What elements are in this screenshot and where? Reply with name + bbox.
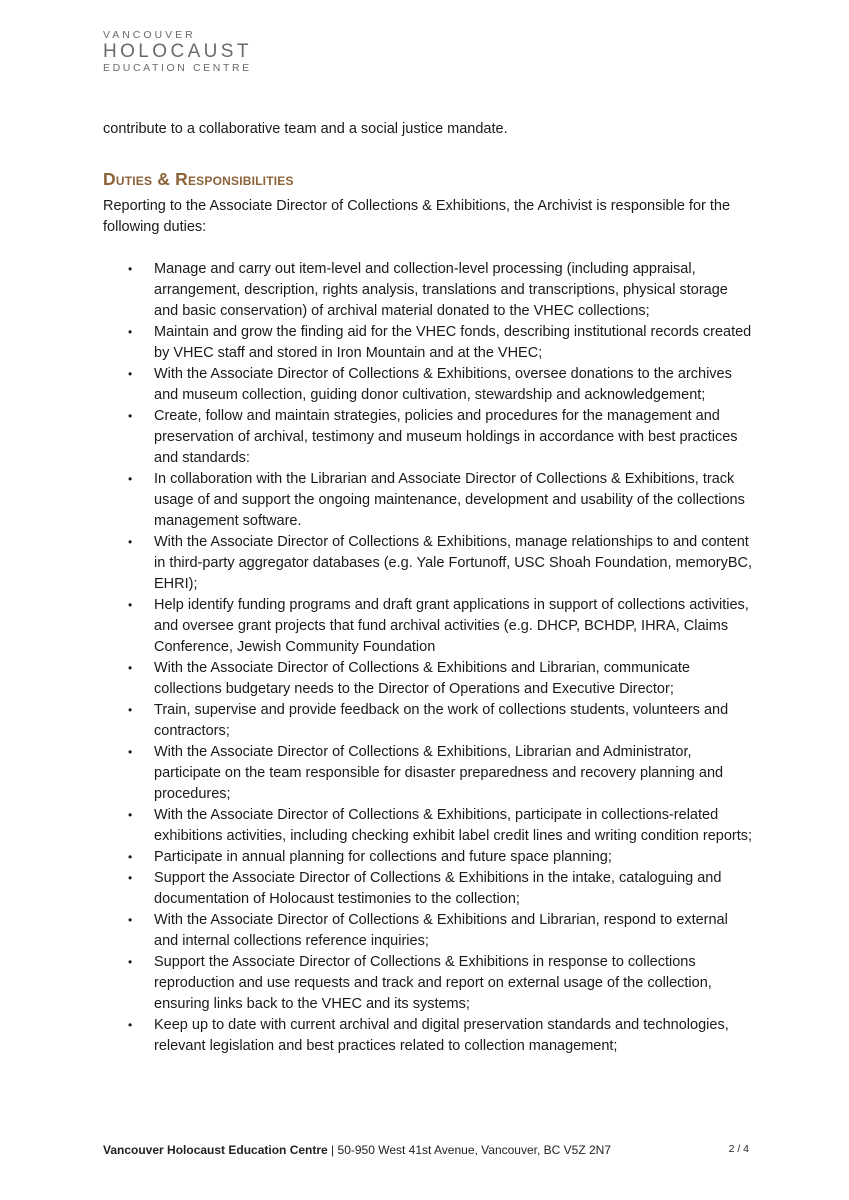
- list-item: [103, 364, 753, 406]
- bullet-icon: •: [128, 472, 133, 486]
- bullet-icon: •: [128, 1018, 133, 1032]
- list-item: [103, 952, 753, 1015]
- list-item: [103, 406, 753, 469]
- duty-text: Manage and carry out item-level and collection-level processing (including appraisal, arrangement, description, rights analysis, translations and transcriptions, physical storage and basic conservation) of archival material donated to the VHEC collections;: [154, 261, 728, 319]
- bullet-icon: •: [128, 808, 133, 822]
- bullet-icon: •: [128, 661, 133, 675]
- duty-text: Create, follow and maintain strategies, policies and procedures for the management and preservation of archival, testimony and museum holdings in accordance with best practices and standards:: [154, 408, 738, 466]
- footer-address: 50-950 West 41st Avenue, Vancouver, BC V5Z 2N7: [337, 1143, 612, 1157]
- list-item: [103, 532, 753, 595]
- list-item: [103, 322, 753, 364]
- list-item: [103, 658, 753, 700]
- intro-text: contribute to a collaborative team and a social justice mandate.: [103, 121, 508, 137]
- list-item: [103, 700, 753, 742]
- list-item: [103, 1015, 753, 1057]
- list-item: [103, 805, 753, 847]
- duty-text: With the Associate Director of Collections & Exhibitions and Librarian, communicate collections budgetary needs to the Director of Operations and Executive Director;: [154, 660, 690, 697]
- duty-text: Participate in annual planning for collections and future space planning;: [154, 849, 612, 865]
- bullet-icon: •: [128, 850, 133, 864]
- list-item: [103, 868, 753, 910]
- footer-separator: |: [327, 1143, 338, 1157]
- list-item: [103, 847, 753, 868]
- duties-list: [103, 259, 753, 1057]
- duty-text: Support the Associate Director of Collections & Exhibitions in the intake, cataloguing and documentation of Holocaust testimonies to the collection;: [154, 870, 722, 907]
- duty-text: With the Associate Director of Collections & Exhibitions and Librarian, respond to external and internal collections reference inquiries;: [154, 912, 728, 949]
- duty-text: With the Associate Director of Collections & Exhibitions, manage relationships to and content in third-party aggregator databases (e.g. Yale Fortunoff, USC Shoah Foundation, memoryBC, EHRI);: [154, 534, 753, 592]
- bullet-icon: •: [128, 598, 133, 612]
- logo-line-3: EDUCATION CENTRE: [103, 61, 252, 74]
- duty-text: Support the Associate Director of Collections & Exhibitions in response to collections reproduction and use requests and track and report on external usage of the collection, ensuring links back to the VHEC and its systems;: [154, 954, 712, 1012]
- list-item: [103, 595, 753, 658]
- bullet-icon: •: [128, 745, 133, 759]
- list-item: [103, 469, 753, 532]
- duty-text: Train, supervise and provide feedback on the work of collections students, volunteers and contractors;: [154, 702, 729, 739]
- bullet-icon: •: [128, 367, 133, 381]
- page-number: 2 / 4: [728, 1143, 749, 1155]
- bullet-icon: •: [128, 955, 133, 969]
- duty-text: Maintain and grow the finding aid for the VHEC fonds, describing institutional records created by VHEC staff and stored in Iron Mountain and at the VHEC;: [154, 324, 752, 361]
- duty-text: In collaboration with the Librarian and Associate Director of Collections & Exhibitions, track usage of and support the ongoing maintenance, development and usability of the collections management software.: [154, 471, 745, 529]
- bullet-icon: •: [128, 409, 133, 423]
- logo-line-2: HOLOCAUST: [103, 40, 252, 62]
- list-item: [103, 742, 753, 805]
- duty-text: With the Associate Director of Collections & Exhibitions, Librarian and Administrator, participate on the team responsible for disaster preparedness and recovery planning and procedures;: [154, 744, 724, 802]
- vhec-logo: [103, 30, 252, 73]
- bullet-icon: •: [128, 325, 133, 339]
- duty-text: Help identify funding programs and draft grant applications in support of collections activities, and oversee grant projects that fund archival activities (e.g. DHCP, BCHDP, IHRA, Claims Conference, Jewish Community Foundation: [154, 597, 749, 655]
- page-footer: [103, 1143, 749, 1157]
- footer-org: Vancouver Holocaust Education Centre: [103, 1143, 328, 1157]
- list-item: [103, 910, 753, 952]
- list-item: [103, 259, 753, 322]
- bullet-icon: •: [128, 262, 133, 276]
- duty-text: Keep up to date with current archival and digital preservation standards and technologies, relevant legislation and best practices related to collection management;: [154, 1017, 729, 1054]
- bullet-icon: •: [128, 535, 133, 549]
- logo-line-1: VANCOUVER: [103, 29, 196, 41]
- duty-text: With the Associate Director of Collections & Exhibitions, participate in collections-related exhibitions activities, including checking exhibit label credit lines and writing condition reports;: [154, 807, 753, 844]
- bullet-icon: •: [128, 913, 133, 927]
- section-heading: Duties & Responsibilities: [103, 169, 294, 189]
- bullet-icon: •: [128, 703, 133, 717]
- lead-paragraph: Reporting to the Associate Director of Collections & Exhibitions, the Archivist is responsible for the following duties:: [103, 198, 731, 235]
- bullet-icon: •: [128, 871, 133, 885]
- duty-text: With the Associate Director of Collections & Exhibitions, oversee donations to the archives and museum collection, guiding donor cultivation, stewardship and acknowledgement;: [154, 366, 732, 403]
